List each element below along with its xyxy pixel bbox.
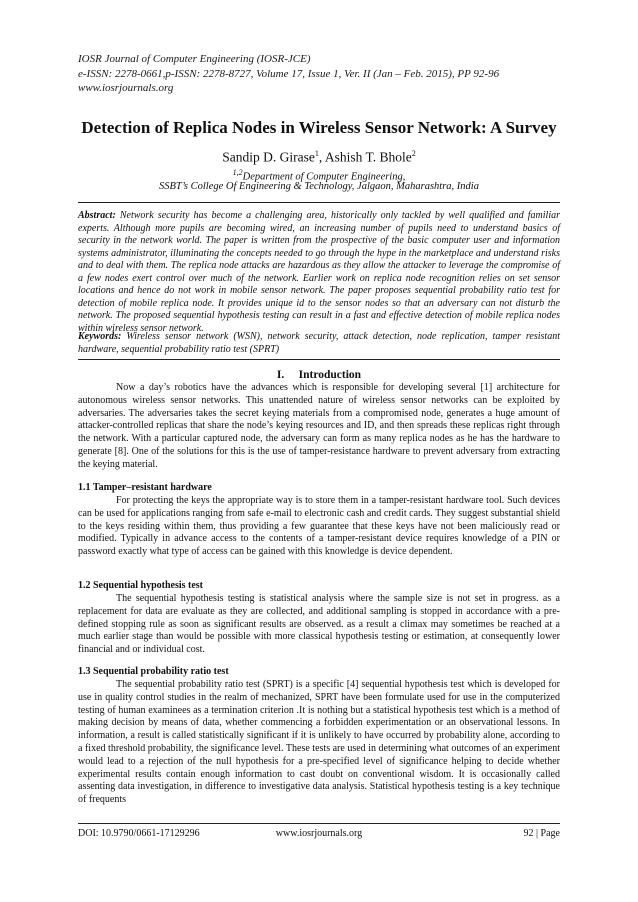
footer-doi: DOI: 10.9790/0661-17129296 [78,828,200,839]
sequential-hypothesis-paragraph [78,593,560,657]
introduction-paragraph [78,382,560,472]
keywords [78,331,560,356]
journal-url: www.iosrjournals.org [78,82,174,94]
bottom-divider [78,359,560,360]
sprt-paragraph [78,679,560,807]
department-name: Department of Computer Engineering, [242,171,406,183]
abstract-text: Network security has become a challenging area, historically only tackled by well qualified and familiar experts. Although more pupils are becoming wired, an increasing number of pupils need to understand basics of security in the network world. The paper is written from the prospective of the basic computer user and information systems administrator, illuminating the concepts needed to go through the hype in the marketplace and understand risks and to deal with them. The replica node attacks are hazardous as they allow the attacker to leverage the compromise of a few nodes exert control over much of the network. Earlier work on replica node recognition relies on set sensor locations and hence do not work in mobile sensor network. The paper proposes sequential probability ratio test for detection of mobile replica node. It provides unique id to the sensor nodes so that an adversary can not disturb the network. The proposed sequential hypothesis testing can result in a fast and effective detection of mobile replica nodes within wireless sensor network. [78,210,560,334]
section-heading-introduction: I. Introduction [276,369,362,381]
department-sup: 1,2 [232,168,243,177]
author-line [78,146,560,166]
college: SSBT’s College Of Engineering & Technology, Jalgaon, Maharashtra, India [159,181,479,192]
subsection-heading-sprt: 1.3 Sequential probability ratio test [78,666,229,677]
sequential-hypothesis-text: The sequential hypothesis testing is statistical analysis where the sample size is not set in progress. as a replacement for data are evaluate as they are collected, and additional sampling is stopped in accordance with a pre-defined stopping rule as soon as significant results are observed. as a result a climax may sometimes be reached at a much earlier stage than would be possible with more classical hypothesis testing or estimation, at consequently lower financial and or individual cost. [78,593,560,656]
journal-header [78,52,558,96]
top-divider [78,202,560,203]
tamper-paragraph [78,495,560,559]
tamper-text: For protecting the keys the appropriate way is to store them in a tamper-resistant hardware tool. Such devices can be used for applications ranging from safe e-mail to electronic cash and credit cards. They suggest substantial shield to the keys residing within them, thus providing a few guarantee that these keys have not been maliciously read or modified. Typically in advance access to the contents of a tamper-resistant device requires knowledge of a PIN or password exactly what type of access can be gained with this knowledge is device dependent. [78,495,560,558]
subsection-heading-sequential-hypothesis: 1.2 Sequential hypothesis test [78,580,204,591]
author-1-sup: 1 [314,149,319,158]
abstract-label: Abstract: [78,210,116,221]
author-1: Sandip D. Girase [222,149,315,165]
introduction-text: Now a day’s robotics have the advances which is responsible for developing several [1] architecture for autonomous wireless sensor networks. This unattended nature of wireless sensor networks can be exploited by adversaries. The adversaries takes the secret keying materials from a compromised node, generates a huge amount of attacker-controlled replicas that share the node’s keying resources and ID, and then spreads these replicas right through the network. With a particular captured node, the adversary can form as many replica nodes as he has the hardware to generate [8]. One of the solutions for this is the use of tamper-resistance hardware to prevent adversary from extracting the keying material. [78,382,560,470]
sprt-text: The sequential probability ratio test (SPRT) is a specific [4] sequential hypothesis test which is developed for use in quality control studies in the realm of mechanized, SPRT have been formulate used for use in the computerized testing of human examinees as a termination criterion .It is nothing but a statistical hypothesis test which is a method of making decision by means of data, whether commencing a forbidden experimentation or an observational lessons. In information, a result is called statistically significant if it is unlikely to have occurred by probability alone, according to a fixed threshold probability, the significance level. These tests are used in determining what outcomes of an experiment would lead to a rejection of the null hypothesis for a pre-specified level of significance helping to decide whether experimental results contain enough information to cast doubt on conventional wisdom. It is occasionally called assenting data investigation, in difference to investigative data analysis. Statistical hypothesis testing is a key technique of frequents [78,679,560,806]
footer-divider [78,823,560,824]
author-separator: , [318,149,325,165]
journal-issn: e-ISSN: 2278-0661,p-ISSN: 2278-8727, Volume 17, Issue 1, Ver. II (Jan – Feb. 2015), PP 92-96 [78,67,500,80]
subsection-heading-tamper: 1.1 Tamper–resistant hardware [78,482,212,493]
keywords-label: Keywords: [78,331,122,342]
keywords-text: Wireless sensor network (WSN), network security, attack detection, node replication, tamper resistant hardware, sequential probability ratio test (SPRT) [78,331,560,355]
footer-url: www.iosrjournals.org [275,828,363,839]
author-2: Ashish T. Bhole [324,149,412,165]
paper-title: Detection of Replica Nodes in Wireless Sensor Network: A Survey [81,118,557,137]
footer-page-number: 92 | Page [523,828,560,839]
author-2-sup: 2 [411,149,416,158]
abstract [78,210,560,335]
journal-name: IOSR Journal of Computer Engineering (IOSR-JCE) [78,53,311,65]
